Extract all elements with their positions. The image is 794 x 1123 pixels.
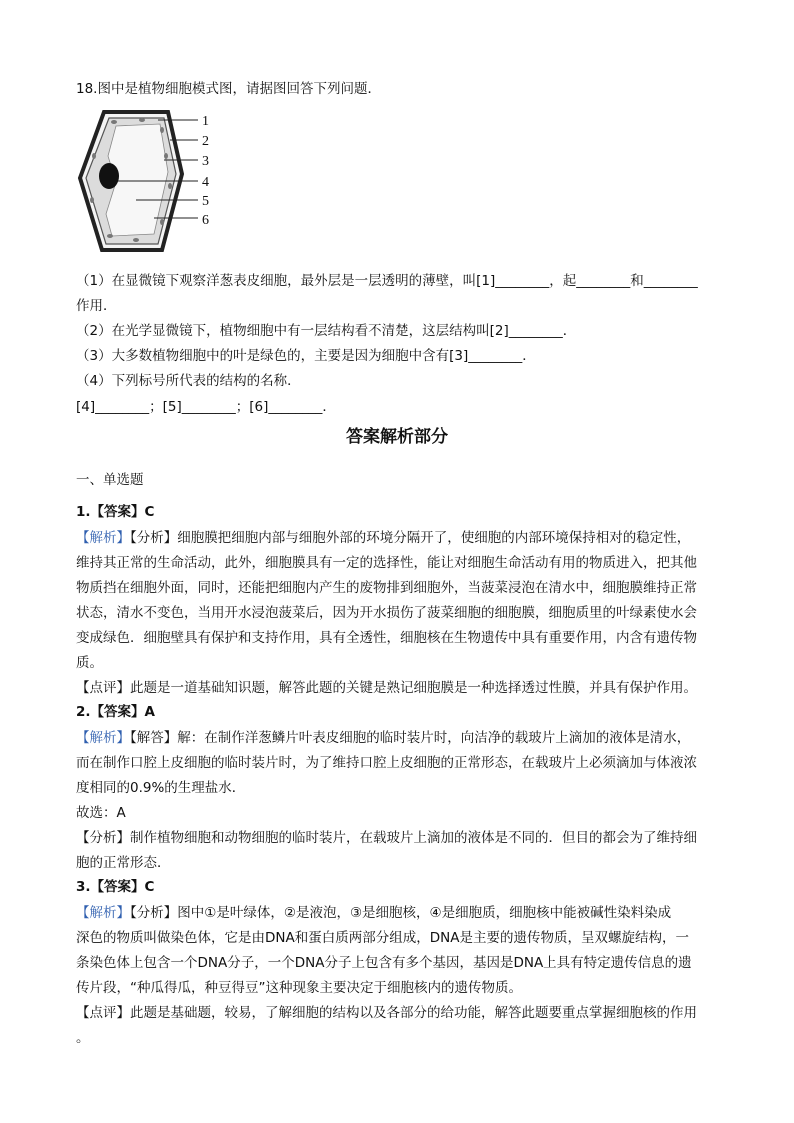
nucleus-shape bbox=[99, 163, 119, 189]
answer-3-line-1 bbox=[76, 901, 671, 925]
answer-2-analysis-tag: 【解析】 bbox=[76, 730, 130, 746]
diagram-label-1: 1 bbox=[202, 114, 209, 129]
question-part-3: （3）大多数植物细胞中的叶是绿色的，主要是因为细胞中含有[3]________． bbox=[76, 348, 536, 364]
section-heading: 一、单选题 bbox=[76, 472, 144, 488]
diagram-label-6: 6 bbox=[202, 213, 209, 228]
answer-3-text-1: 【分析】图中①是叶绿体，②是液泡，③是细胞核，④是细胞质，细胞核中能被碱性染料染成 bbox=[130, 905, 672, 921]
question-part-4-blanks: [4]________；[5]________；[6]________． bbox=[76, 399, 336, 415]
answer-1-line-2: 维持其正常的生命活动，此外，细胞膜具有一定的选择性，能让对细胞生命活动有用的物质进入，把其他 bbox=[76, 555, 697, 571]
answer-2-text-1: 【解答】解：在制作洋葱鳞片叶表皮细胞的临时装片时，向洁净的载玻片上滴加的液体是清水， bbox=[130, 730, 691, 746]
answer-1-line-3: 物质挡在细胞外面，同时，还能把细胞内产生的废物排到细胞外，当菠菜浸泡在清水中，细胞膜维持正常 bbox=[76, 580, 697, 596]
answer-2-label: 2.【答案】A bbox=[76, 704, 155, 720]
answer-1-text-1: 【分析】细胞膜把细胞内部与细胞外部的环境分隔开了，使细胞的内部环境保持相对的稳定性， bbox=[130, 530, 691, 546]
answer-2-line-6: 胞的正常形态． bbox=[76, 855, 171, 871]
answer-3-comment-line-1: 【点评】此题是基础题，较易，了解细胞的结构以及各部分的给功能，解答此题要重点掌握细胞核的作用 bbox=[76, 1005, 697, 1021]
answer-1-analysis-tag: 【解析】 bbox=[76, 530, 130, 546]
question-part-2: （2）在光学显微镜下，植物细胞中有一层结构看不清楚，这层结构叫[2]________． bbox=[76, 323, 577, 339]
answer-1-line-6: 质。 bbox=[76, 655, 103, 671]
question-part-1-line-1: （1）在显微镜下观察洋葱表皮细胞，最外层是一层透明的薄壁，叫[1]________，起________和________ bbox=[76, 273, 698, 289]
answer-3-line-4: 传片段，“种瓜得瓜，种豆得豆”这种现象主要决定于细胞核内的遗传物质。 bbox=[76, 980, 522, 996]
question-part-4: （4）下列标号所代表的结构的名称． bbox=[76, 373, 301, 389]
answer-2-line-5: 【分析】制作植物细胞和动物细胞的临时装片，在载玻片上滴加的液体是不同的．但目的都会为了维持细 bbox=[76, 830, 697, 846]
answer-1-comment: 【点评】此题是一道基础知识题，解答此题的关键是熟记细胞膜是一种选择透过性膜，并具有保护作用。 bbox=[76, 680, 697, 696]
diagram-label-4: 4 bbox=[202, 175, 209, 190]
answer-1-line-5: 变成绿色．细胞壁具有保护和支持作用，具有全透性，细胞核在生物遗传中具有重要作用，内含有遗传物 bbox=[76, 630, 697, 646]
plant-cell-diagram bbox=[76, 104, 226, 254]
answer-2-line-1 bbox=[76, 726, 690, 750]
answer-3-line-2: 深色的物质叫做染色体，它是由DNA和蛋白质两部分组成，DNA是主要的遗传物质，呈双螺旋结构，一 bbox=[76, 930, 689, 946]
answer-2-line-2: 而在制作口腔上皮细胞的临时装片时，为了维持口腔上皮细胞的正常形态，在载玻片上必须滴加与体液浓 bbox=[76, 755, 697, 771]
answer-2-line-3: 度相同的0.9%的生理盐水． bbox=[76, 780, 246, 796]
diagram-label-3: 3 bbox=[202, 154, 209, 169]
question-stem: 18.图中是植物细胞模式图，请据图回答下列问题． bbox=[76, 81, 381, 97]
answers-title: 答案解析部分 bbox=[346, 427, 448, 447]
answer-1-line-1 bbox=[76, 526, 690, 550]
answer-3-label: 3.【答案】C bbox=[76, 879, 155, 895]
answer-3-analysis-tag: 【解析】 bbox=[76, 905, 130, 921]
answer-1-label: 1.【答案】C bbox=[76, 504, 155, 520]
diagram-label-5: 5 bbox=[202, 194, 209, 209]
question-part-1-line-2: 作用． bbox=[76, 298, 117, 314]
answer-1-line-4: 状态，清水不变色，当用开水浸泡菠菜后，因为开水损伤了菠菜细胞的细胞膜，细胞质里的叶绿素使水会 bbox=[76, 605, 697, 621]
diagram-label-2: 2 bbox=[202, 134, 209, 149]
answer-3-comment-line-2: 。 bbox=[76, 1030, 90, 1046]
answer-3-line-3: 条染色体上包含一个DNA分子，一个DNA分子上包含有多个基因，基因是DNA上具有特定遗传信息的遗 bbox=[76, 955, 692, 971]
answer-2-line-4: 故选：A bbox=[76, 805, 126, 821]
